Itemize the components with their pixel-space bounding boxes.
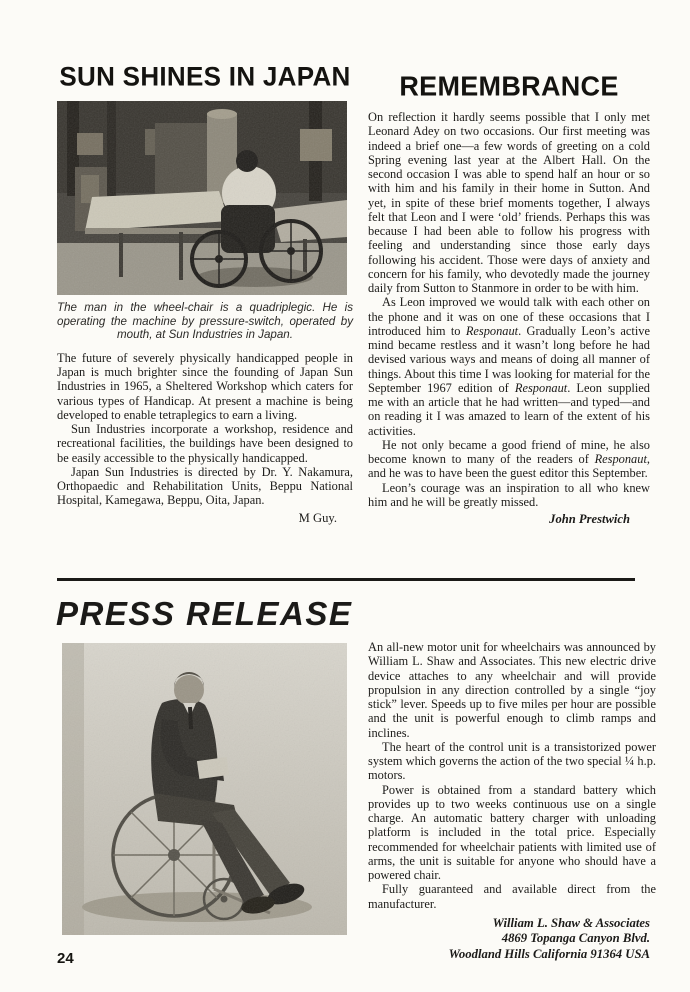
paragraph: Sun Industries incorporate a workshop, residence and recreational facilities, the buildings have been designed to be easily accessible to the physically handicapped.	[57, 422, 353, 465]
press-release-body	[368, 640, 656, 911]
paragraph: As Leon improved we would talk with each other on the phone and it was on one of these occasions that I introduced him to Responaut. Gradually Leon’s active mind became restless and it wasn’t long before he had devised various ways and means of doing all manner of things. About this time I was looking for material for the September 1967 edition of Responaut. Leon supplied me with an article that he had written—and typed—and on reading it I was amazed to learn of the extent of his activities.	[368, 295, 650, 438]
remembrance-body	[368, 110, 650, 509]
shaw-wheelchair-photo	[62, 643, 347, 935]
address-line: 4869 Topanga Canyon Blvd.	[501, 931, 650, 946]
paragraph: Fully guaranteed and available direct from the manufacturer.	[368, 882, 656, 911]
address-line: William L. Shaw & Associates	[492, 915, 650, 930]
press-release-title: PRESS RELEASE	[56, 595, 353, 632]
manufacturer-address	[368, 916, 656, 963]
paragraph: The heart of the control unit is a transistorized power system which governs the action of the two special ¼ h.p. motors.	[368, 739, 656, 783]
sun-article-title: SUN SHINES IN JAPAN	[59, 60, 351, 92]
page-number: 24	[57, 950, 74, 967]
address-line: Woodland Hills California 91364 USA	[448, 946, 650, 961]
remembrance-byline: John Prestwich	[549, 512, 630, 526]
workshop-photo-illustration	[57, 101, 347, 295]
paragraph: He not only became a good friend of mine, he also become known to many of the readers of Responaut, and he was to have been the guest editor this September.	[368, 437, 650, 481]
wheelchair-portrait-illustration	[62, 643, 347, 935]
paragraph: Leon’s courage was an inspiration to all who knew him and he will be greatly missed.	[368, 480, 650, 509]
photo-caption: The man in the wheel-chair is a quadriplegic. He is operating the machine by pressure-switch, operated by mouth, at Sun Industries in Japan.	[57, 301, 353, 342]
remembrance-article	[368, 72, 650, 527]
paragraph: The future of severely physically handicapped people in Japan is much brighter since the founding of Japan Sun Industries in 1965, a Sheltered Workshop which caters for various types of Handicap. At present a machine is being developed to enable tetraplegics to earn a living.	[57, 350, 353, 422]
sun-article-body	[57, 351, 353, 508]
section-divider-rule	[57, 578, 635, 581]
paragraph: On reflection it hardly seems possible that I only met Leonard Adey on two occasions. Our first meeting was indeed a brief one—a few words of greeting on a cold Spring evening last year at the Albert Hall. On the second occasion I was able to spend half an hour or so with him and his family in their home in Sutton. And yet, in spite of these brief moments together, I always felt that Leon and I were ‘old’ friends. Perhaps this was because I had been able to follow his progress with feeling and understanding since those early days following his accident. Those were days of anxiety and concern for his family, who devotedly made the journey daily from Sutton to Stanmore in order to be with him.	[368, 110, 650, 295]
paragraph: Power is obtained from a standard battery which provides up to two weeks continuous use on a single charge. An automatic battery charger with unloading platform is included in the total price. Especially recommended for wheelchair patients with limited use of arms, the unit is suitable for anyone who should have a powered chair.	[368, 782, 656, 882]
sun-industries-workshop-photo	[57, 101, 353, 295]
remembrance-title: REMEMBRANCE	[399, 70, 619, 102]
paragraph: Japan Sun Industries is directed by Dr. Y. Nakamura, Orthopaedic and Rehabilitation Units, Beppu National Hospital, Kamegawa, Beppu, Oita, Japan.	[57, 464, 353, 508]
paragraph: An all-new motor unit for wheelchairs was announced by William L. Shaw and Associates. This new electric drive device attaches to any wheelchair and will provide propulsion in any direction controlled by a single “joy stick” lever. Speeds up to five miles per hour are possible and the unit is powerful enough to climb ramps and inclines.	[368, 640, 656, 740]
sun-article-byline: M Guy.	[298, 510, 337, 525]
sun-article	[57, 62, 353, 526]
press-release-article	[368, 640, 656, 963]
